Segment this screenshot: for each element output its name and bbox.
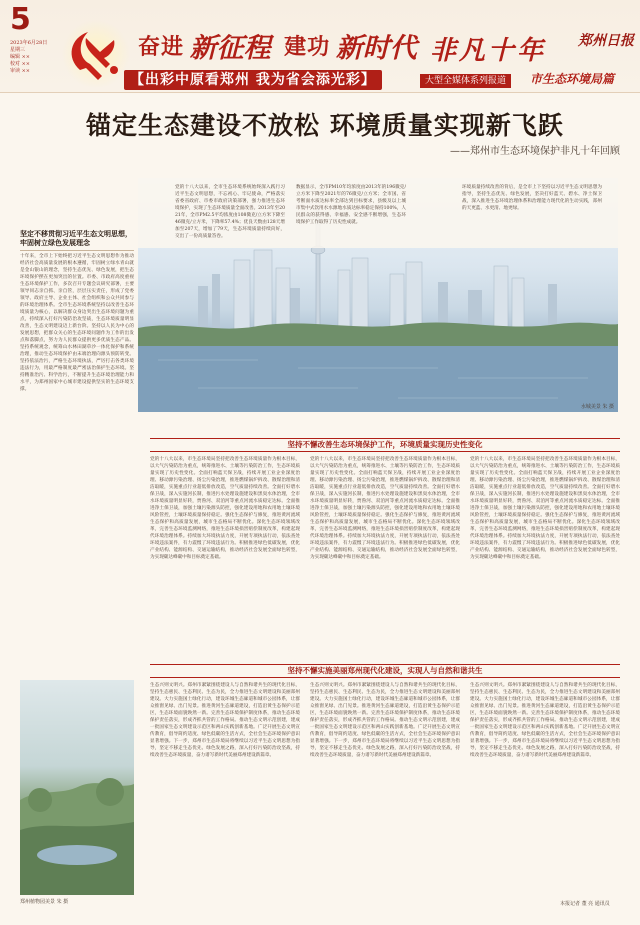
paper-name: 郑州日报 xyxy=(578,33,634,49)
series-subbanner: 大型全媒体系列报道 xyxy=(420,74,511,88)
sidebar-body: 十年来，全市上下始终把习近平生态文明思想作为推动经济社会高质量发展的根本遵循，牢固树立绿水青山就是金山银山的理念，坚持生态优先、绿色发展，把生态环境保护摆在更加突出的位置。市委、市政府高度重视生态环境保护工作，多次召开专题会议研究部署，主要领导同志亲自抓、亲自管，层层压实责任，形成了党委领导、政府主导、企业主体、社会组织和公众共同参与的环境治理体系。全市生态环境系统坚持以改善生态环境质量为核心，以解决群众身边突出生态环境问题为重点，持续深入打好污染防治攻坚战，生态环境质量明显改善，生态文明建设迈上新台阶。坚持以人民为中心的发展思想，把群众关心的生态环境问题作为工作的出发点和落脚点，努力为人民群众提供更多优质生态产品。坚持系统观念，统筹山水林田湖草沙一体化保护和系统治理，推动生态环境保护由末端治理向源头预防转变。坚持依法治污，严格生态环境执法，严厉打击各类环境违法行为，用最严格制度最严密法治保护生态环境。坚持精准治污、科学治污，不断提升生态环境治理能力和水平，为郑州国家中心城市建设提供坚实的生态环境支撑。 xyxy=(20,254,134,392)
section-1-col-1: 党的十八大以来，市生态环境局坚持把改善生态环境质量作为根本目标，以大气污染防治为重点，统筹推进水、土壤等污染防治工作，生态环境质量实现了历史性变化。全面打响蓝天保卫战，持续开展工业企业深度治理、移动源污染治理、扬尘污染治理，推进燃煤锅炉拆改、散煤治理和清洁取暖，实施重点行业超低排放改造，空气质量持续改善。全面打好碧水保卫战，深入实施河长制，推进污水处理设施建设和黑臭水体治理，全市水环境质量明显好转，贾鲁河、双洎河等重点河流水质稳定达标。全面推进净土保卫战，加强土壤污染源头防控，强化建设用地和农用地土壤环境风险管控，土壤环境质量保持稳定。强化生态保护与修复，推进黄河流域生态保护和高质量发展，城市生态格局不断优化。深化生态环境领域改革，完善生态环境监测网络，推进生态环境损害赔偿制度改革，构建起现代环境治理体系。持续加大环境执法力度，开展专项执法行动，依法查处环境违法案件，有力震慑了环境违法行为。积极推进绿色低碳发展，优化产业结构、能源结构、交通运输结构，推动经济社会发展全面绿色转型，为实现碳达峰碳中和目标奠定基础。 xyxy=(150,457,300,560)
intro-col-1: 党的十八大以来，全市生态环境系统始终深入践行习近平生态文明思想，不忘初心、牢记使命，严格落实省委省政府、市委市政府决策部署，强力推进生态环境保护，实现了生态环境质量全面改善。2013年至2021年，全市PM2.5平均浓度由108微克/立方米下降至46微克/立方米，下降率57.4%；优良天数由128天增加至207天，增加了79天，生态环境质量持续向好，交出了一份高质量答卷。 xyxy=(175,185,285,239)
slogan-part: 新时代 xyxy=(335,33,417,64)
main-headline: 锚定生态建设不放松 环境质量实现新飞跃 xyxy=(86,111,564,140)
intro-col-3: 环境质量持续改善的背后，是全市上下坚持以习近平生态文明思想为指导，坚持生态优先、绿色发展，坚决打好蓝天、碧水、净土保卫战，深入推进生态环境治理体系和治理能力现代化的生动实践，郑州的天更蓝、水更清、地更绿。 xyxy=(462,185,602,211)
page-meta xyxy=(10,40,48,75)
slogan-part: 建功 xyxy=(284,35,331,60)
section-1-col-2: 党的十八大以来，市生态环境局坚持把改善生态环境质量作为根本目标，以大气污染防治为重点，统筹推进水、土壤等污染防治工作，生态环境质量实现了历史性变化。全面打响蓝天保卫战，持续开展工业企业深度治理、移动源污染治理、扬尘污染治理，推进燃煤锅炉拆改、散煤治理和清洁取暖，实施重点行业超低排放改造，空气质量持续改善。全面打好碧水保卫战，深入实施河长制，推进污水处理设施建设和黑臭水体治理，全市水环境质量明显好转，贾鲁河、双洎河等重点河流水质稳定达标。全面推进净土保卫战，加强土壤污染源头防控，强化建设用地和农用地土壤环境风险管控，土壤环境质量保持稳定。强化生态保护与修复，推进黄河流域生态保护和高质量发展，城市生态格局不断优化。深化生态环境领域改革，完善生态环境监测网络，推进生态环境损害赔偿制度改革，构建起现代环境治理体系。持续加大环境执法力度，开展专项执法行动，依法查处环境违法案件，有力震慑了环境违法行为。积极推进绿色低碳发展，优化产业结构、能源结构、交通运输结构，推动经济社会发展全面绿色转型，为实现碳达峰碳中和目标奠定基础。 xyxy=(310,457,460,560)
section-2-col-2: 生态兴则文明兴。郑州市紧紧围绕建设人与自然和谐共生的现代化目标，坚持生态惠民、生态利民、生态为民，全力推进生态文明建设和美丽郑州建设。大力实施国土绿化行动，建设环城生态廊道和城市公园体系，让群众推窗见绿、出门见景。推进黄河生态廊道建设，打造沿黄生态保护示范区，生态环境面貌焕然一新。完善生态环境保护制度体系，推动生态环境保护责任落实，形成齐抓共管的工作格局。推动生态文明示范创建，建成一批国家生态文明建设示范区和两山实践创新基地。广泛开展生态文明宣传教育，倡导简约适度、绿色低碳的生活方式，全社会生态环境保护意识显著增强。下一步，郑州市生态环境局将继续以习近平生态文明思想为指导，坚定不移走生态优先、绿色发展之路，深入打好污染防治攻坚战，持续改善生态环境质量，奋力谱写新时代美丽郑州建设新篇章。 xyxy=(310,683,460,758)
slogan xyxy=(138,26,418,66)
page-meta-line: 校对 ×× xyxy=(10,61,30,67)
page-meta-line: 编辑 ×× xyxy=(10,54,30,60)
section-1-title: 坚持不懈改善生态环境保护工作，环境质量实现历史性变化 xyxy=(282,440,489,449)
page-meta-line: 审读 ×× xyxy=(10,68,30,74)
divider xyxy=(20,250,134,251)
party-emblem-icon xyxy=(56,18,134,88)
section-2-title: 坚持不懈实施美丽郑州现代化建设，实现人与自然和谐共生 xyxy=(282,666,489,675)
series-section-label: 市生态环境局篇 xyxy=(530,72,615,86)
sidebar-title: 坚定不移贯彻习近平生态文明思想，牢固树立绿色发展理念 xyxy=(20,230,132,247)
sub-headline: ——郑州市生态环境保护非凡十年回顾 xyxy=(450,146,620,157)
section-1-heading xyxy=(150,438,620,452)
article-byline: 本报记者 董 亮 通讯员 xyxy=(560,901,610,907)
intro-col-2: 数据显示，全市PM10年均浓度由2013年的196微克/立方米下降至2021年的76微克/立方米；全市国、省考断面水质达标率全部达到目标要求，县级及以上城市集中式饮用水水源地水质达标率稳定保持100%，人民群众的获得感、幸福感、安全感不断增强，生态环境保护工作取得了历史性成就。 xyxy=(296,185,406,225)
slogan-part: 奋进 xyxy=(138,35,185,60)
park-illustration xyxy=(20,680,134,895)
section-2-col-3: 生态兴则文明兴。郑州市紧紧围绕建设人与自然和谐共生的现代化目标，坚持生态惠民、生态利民、生态为民，全力推进生态文明建设和美丽郑州建设。大力实施国土绿化行动，建设环城生态廊道和城市公园体系，让群众推窗见绿、出门见景。推进黄河生态廊道建设，打造沿黄生态保护示范区，生态环境面貌焕然一新。完善生态环境保护制度体系，推动生态环境保护责任落实，形成齐抓共管的工作格局。推动生态文明示范创建，建成一批国家生态文明建设示范区和两山实践创新基地。广泛开展生态文明宣传教育，倡导简约适度、绿色低碳的生活方式，全社会生态环境保护意识显著增强。下一步，郑州市生态环境局将继续以习近平生态文明思想为指导，坚定不移走生态优先、绿色发展之路，深入打好污染防治攻坚战，持续改善生态环境质量，奋力谱写新时代美丽郑州建设新篇章。 xyxy=(470,683,620,758)
slogan-part: 新征程 xyxy=(189,33,271,64)
botanical-garden-photo xyxy=(20,680,134,895)
page-number: 5 xyxy=(10,2,31,37)
page-meta-line: 星期三 xyxy=(10,47,26,53)
section-2-heading xyxy=(150,664,620,678)
small-photo-caption: 郑州植物园美景 朱 摄 xyxy=(20,899,69,905)
section-1-col-3: 党的十八大以来，市生态环境局坚持把改善生态环境质量作为根本目标，以大气污染防治为重点，统筹推进水、土壤等污染防治工作，生态环境质量实现了历史性变化。全面打响蓝天保卫战，持续开展工业企业深度治理、移动源污染治理、扬尘污染治理，推进燃煤锅炉拆改、散煤治理和清洁取暖，实施重点行业超低排放改造，空气质量持续改善。全面打好碧水保卫战，深入实施河长制，推进污水处理设施建设和黑臭水体治理，全市水环境质量明显好转，贾鲁河、双洎河等重点河流水质稳定达标。全面推进净土保卫战，加强土壤污染源头防控，强化建设用地和农用地土壤环境风险管控，土壤环境质量保持稳定。强化生态保护与修复，推进黄河流域生态保护和高质量发展，城市生态格局不断优化。深化生态环境领域改革，完善生态环境监测网络，推进生态环境损害赔偿制度改革，构建起现代环境治理体系。持续加大环境执法力度，开展专项执法行动，依法查处环境违法案件，有力震慑了环境违法行为。积极推进绿色低碳发展，优化产业结构、能源结构、交通运输结构，推动经济社会发展全面绿色转型，为实现碳达峰碳中和目标奠定基础。 xyxy=(470,457,620,560)
page-meta-line: 2023年6月28日 xyxy=(10,40,48,46)
masthead xyxy=(0,0,640,93)
photo-caption: 水城美景 朱 摄 xyxy=(580,404,614,410)
section-2-col-1: 生态兴则文明兴。郑州市紧紧围绕建设人与自然和谐共生的现代化目标，坚持生态惠民、生态利民、生态为民，全力推进生态文明建设和美丽郑州建设。大力实施国土绿化行动，建设环城生态廊道和城市公园体系，让群众推窗见绿、出门见景。推进黄河生态廊道建设，打造沿黄生态保护示范区，生态环境面貌焕然一新。完善生态环境保护制度体系，推动生态环境保护责任落实，形成齐抓共管的工作格局。推动生态文明示范创建，建成一批国家生态文明建设示范区和两山实践创新基地。广泛开展生态文明宣传教育，倡导简约适度、绿色低碳的生活方式，全社会生态环境保护意识显著增强。下一步，郑州市生态环境局将继续以习近平生态文明思想为指导，坚定不移走生态优先、绿色发展之路，深入打好污染防治攻坚战，持续改善生态环境质量，奋力谱写新时代美丽郑州建设新篇章。 xyxy=(150,683,300,758)
series-title: 非凡十年 xyxy=(430,36,547,66)
series-banner: 【出彩中原看郑州 我为省会添光彩】 xyxy=(124,70,382,90)
